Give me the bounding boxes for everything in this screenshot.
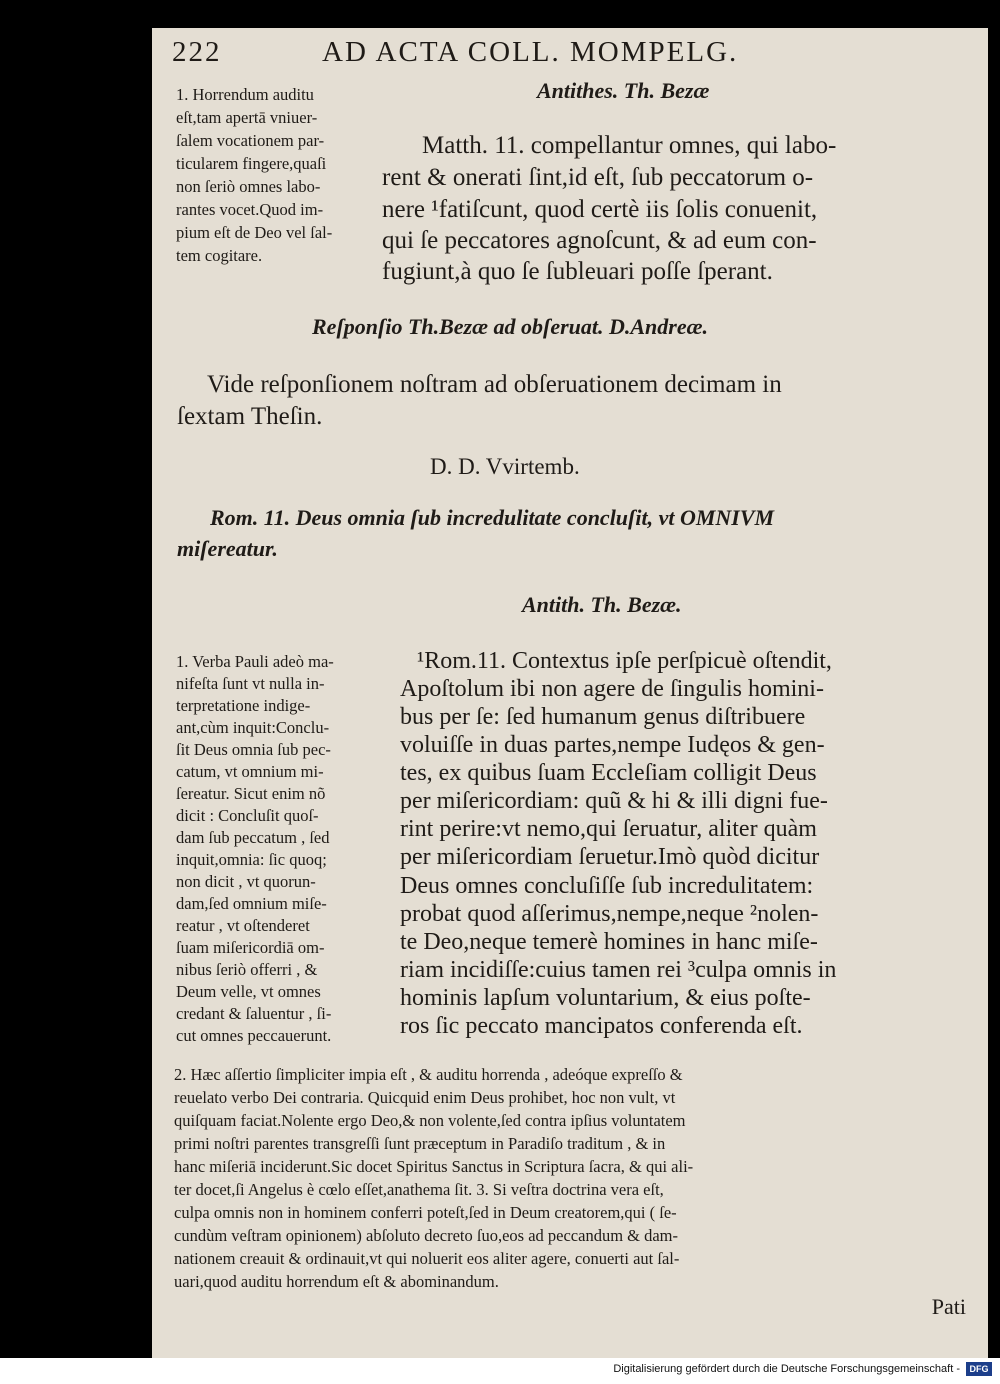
margin-line: 1. Horrendum auditu: [176, 85, 314, 104]
footnote-line: reuelato verbo Dei contraria. Quicquid enim Deus prohibet, hoc non vult, vt: [174, 1088, 676, 1107]
margin-line: non dicit , vt quorun-: [176, 872, 316, 891]
body-line: Apoſtolum ibi non agere de ſingulis homini-: [400, 676, 824, 702]
body-line: per miſericordiam: quũ & hi & illi digni fue-: [400, 788, 828, 814]
margin-line: reatur , vt oſtenderet: [176, 916, 310, 935]
digitization-footer: [0, 1358, 1000, 1384]
margin-line: nibus ſeriò offerri , &: [176, 960, 318, 979]
margin-line: ſalem vocationem par-: [176, 131, 325, 150]
margin-line: dicit : Concluſit quoſ-: [176, 806, 319, 825]
book-page: [152, 28, 988, 1358]
body-line: hominis lapſum voluntarium, & eius poſte-: [400, 985, 811, 1011]
margin-line: dam ſub peccatum , ſed: [176, 828, 330, 847]
running-title: AD ACTA COLL. MOMPELG.: [322, 36, 739, 68]
margin-line: ſereatur. Sicut enim nõ: [176, 784, 326, 803]
footnote-line: nationem creauit & ordinauit,vt qui noluerit eos aliter agere, conuerti aut ſal-: [174, 1249, 680, 1268]
margin-line: rantes vocet.Quod im-: [176, 200, 324, 219]
margin-line: terpretatione indige-: [176, 696, 311, 715]
margin-line: dam,ſed omnium miſe-: [176, 894, 327, 913]
margin-line: non ſeriò omnes labo-: [176, 177, 321, 196]
section-heading-responsio: Reſponſio Th.Bezæ ad obſeruat. D.Andreæ.: [312, 314, 709, 339]
body-line: Matth. 11. compellantur omnes, qui labo-: [422, 132, 837, 159]
body-line: rent & onerati ſint,id eſt, ſub peccatorum o-: [382, 164, 814, 191]
margin-line: ſit Deus omnia ſub pec-: [176, 740, 331, 759]
footnote-line: cundùm veſtram opinionem) abſoluto decreto ſuo,eos ad peccandum & dam-: [174, 1226, 679, 1245]
footnote-line: uari,quod auditu horrendum eſt & abominandum.: [174, 1272, 499, 1291]
margin-line: cut omnes peccauerunt.: [176, 1026, 332, 1045]
margin-line: eſt,tam apertā vniuer-: [176, 108, 318, 127]
body-line: te Deo,neque temerè homines in hanc miſe-: [400, 929, 818, 955]
margin-line: Deum velle, vt omnes: [176, 982, 321, 1001]
body-line: per miſericordiam ſeruetur.Imò quòd dicitur: [400, 844, 820, 870]
section-heading-antithesis-2: Antith. Th. Bezæ.: [522, 592, 682, 617]
funding-credit: Digitalisierung gefördert durch die Deutsche Forschungsgemeinschaft -: [613, 1363, 960, 1375]
section-heading-wirtemb: D. D. Vvirtemb.: [430, 454, 580, 479]
body-line: Deus omnes concluſiſſe ſub incredulitatem:: [400, 873, 814, 899]
footnote-line: quiſquam faciat.Nolente ergo Deo,& non volente,ſed contra ipſius voluntatem: [174, 1111, 686, 1130]
catchword: Pati: [931, 1294, 966, 1319]
dfg-logo: DFG: [966, 1362, 992, 1376]
body-line: tes, ex quibus ſuam Eccleſiam colligit Deus: [400, 760, 817, 786]
body-line: qui ſe peccatores agnoſcunt, & ad eum con-: [382, 227, 817, 254]
body-line: rint perire:vt nemo,qui ſeruatur, aliter quàm: [400, 816, 817, 842]
footnote-line: ter docet,ſi Angelus è cœlo eſſet,anathema ſit. 3. Si veſtra doctrina vera eſt,: [174, 1180, 664, 1199]
margin-line: ant,cùm inquit:Conclu-: [176, 718, 330, 737]
margin-line: pium eſt de Deo vel ſal-: [176, 223, 333, 242]
body-line: ¹Rom.11. Contextus ipſe perſpicuè oſtendit,: [417, 648, 832, 674]
margin-line: nifeſta ſunt vt nulla in-: [176, 674, 325, 693]
margin-line: tem cogitare.: [176, 246, 263, 265]
margin-line: 1. Verba Pauli adeò ma-: [176, 652, 334, 671]
body-line: nere ¹fatiſcunt, quod certè iis ſolis conuenit,: [382, 196, 818, 223]
body-line: voluiſſe in duas partes,nempe Iudęos & gen-: [400, 732, 825, 758]
margin-line: catum, vt omnium mi-: [176, 762, 324, 781]
page-number: 222: [172, 36, 222, 68]
footnote-line: hanc miſeriā inciderunt.Sic docet Spiritus Sanctus in Scriptura ſacra, & qui ali-: [174, 1157, 694, 1176]
margin-line: credant & ſaluentur , ſi-: [176, 1004, 332, 1023]
body-line: ſextam Theſin.: [177, 403, 323, 430]
quote-line: miſereatur.: [177, 536, 278, 561]
body-line: Vide reſponſionem noſtram ad obſeruationem decimam in: [207, 371, 782, 398]
margin-line: ticularem fingere,quaſi: [176, 154, 327, 173]
body-line: fugiunt,à quo ſe ſubleuari poſſe ſperant.: [382, 258, 773, 285]
margin-line: inquit,omnia: ſic quoq;: [176, 850, 327, 869]
footnote-line: 2. Hæc aſſertio ſimpliciter impia eſt , & auditu horrenda , adeóque expreſſo &: [174, 1065, 683, 1084]
body-line: bus per ſe: ſed humanum genus diſtribuere: [400, 704, 806, 730]
body-line: ros ſic peccato mancipatos conferenda eſt.: [400, 1013, 803, 1039]
margin-line: ſuam miſericordiā om-: [176, 938, 325, 957]
footnote-line: culpa omnis non in hominem conferri poteſt,ſed in Deum creatorem,qui ( ſe-: [174, 1203, 677, 1222]
footnote-line: primi noſtri parentes transgreſſi ſunt præceptum in Paradiſo traditum , & in: [174, 1134, 666, 1153]
quote-line: Rom. 11. Deus omnia ſub incredulitate concluſit, vt OMNIVM: [210, 505, 775, 530]
section-heading-antithesis-1: Antithes. Th. Bezæ: [537, 78, 710, 103]
body-line: riam incidiſſe:cuius tamen rei ³culpa omnis in: [400, 957, 837, 983]
body-line: probat quod aſſerimus,nempe,neque ²nolen-: [400, 901, 819, 927]
